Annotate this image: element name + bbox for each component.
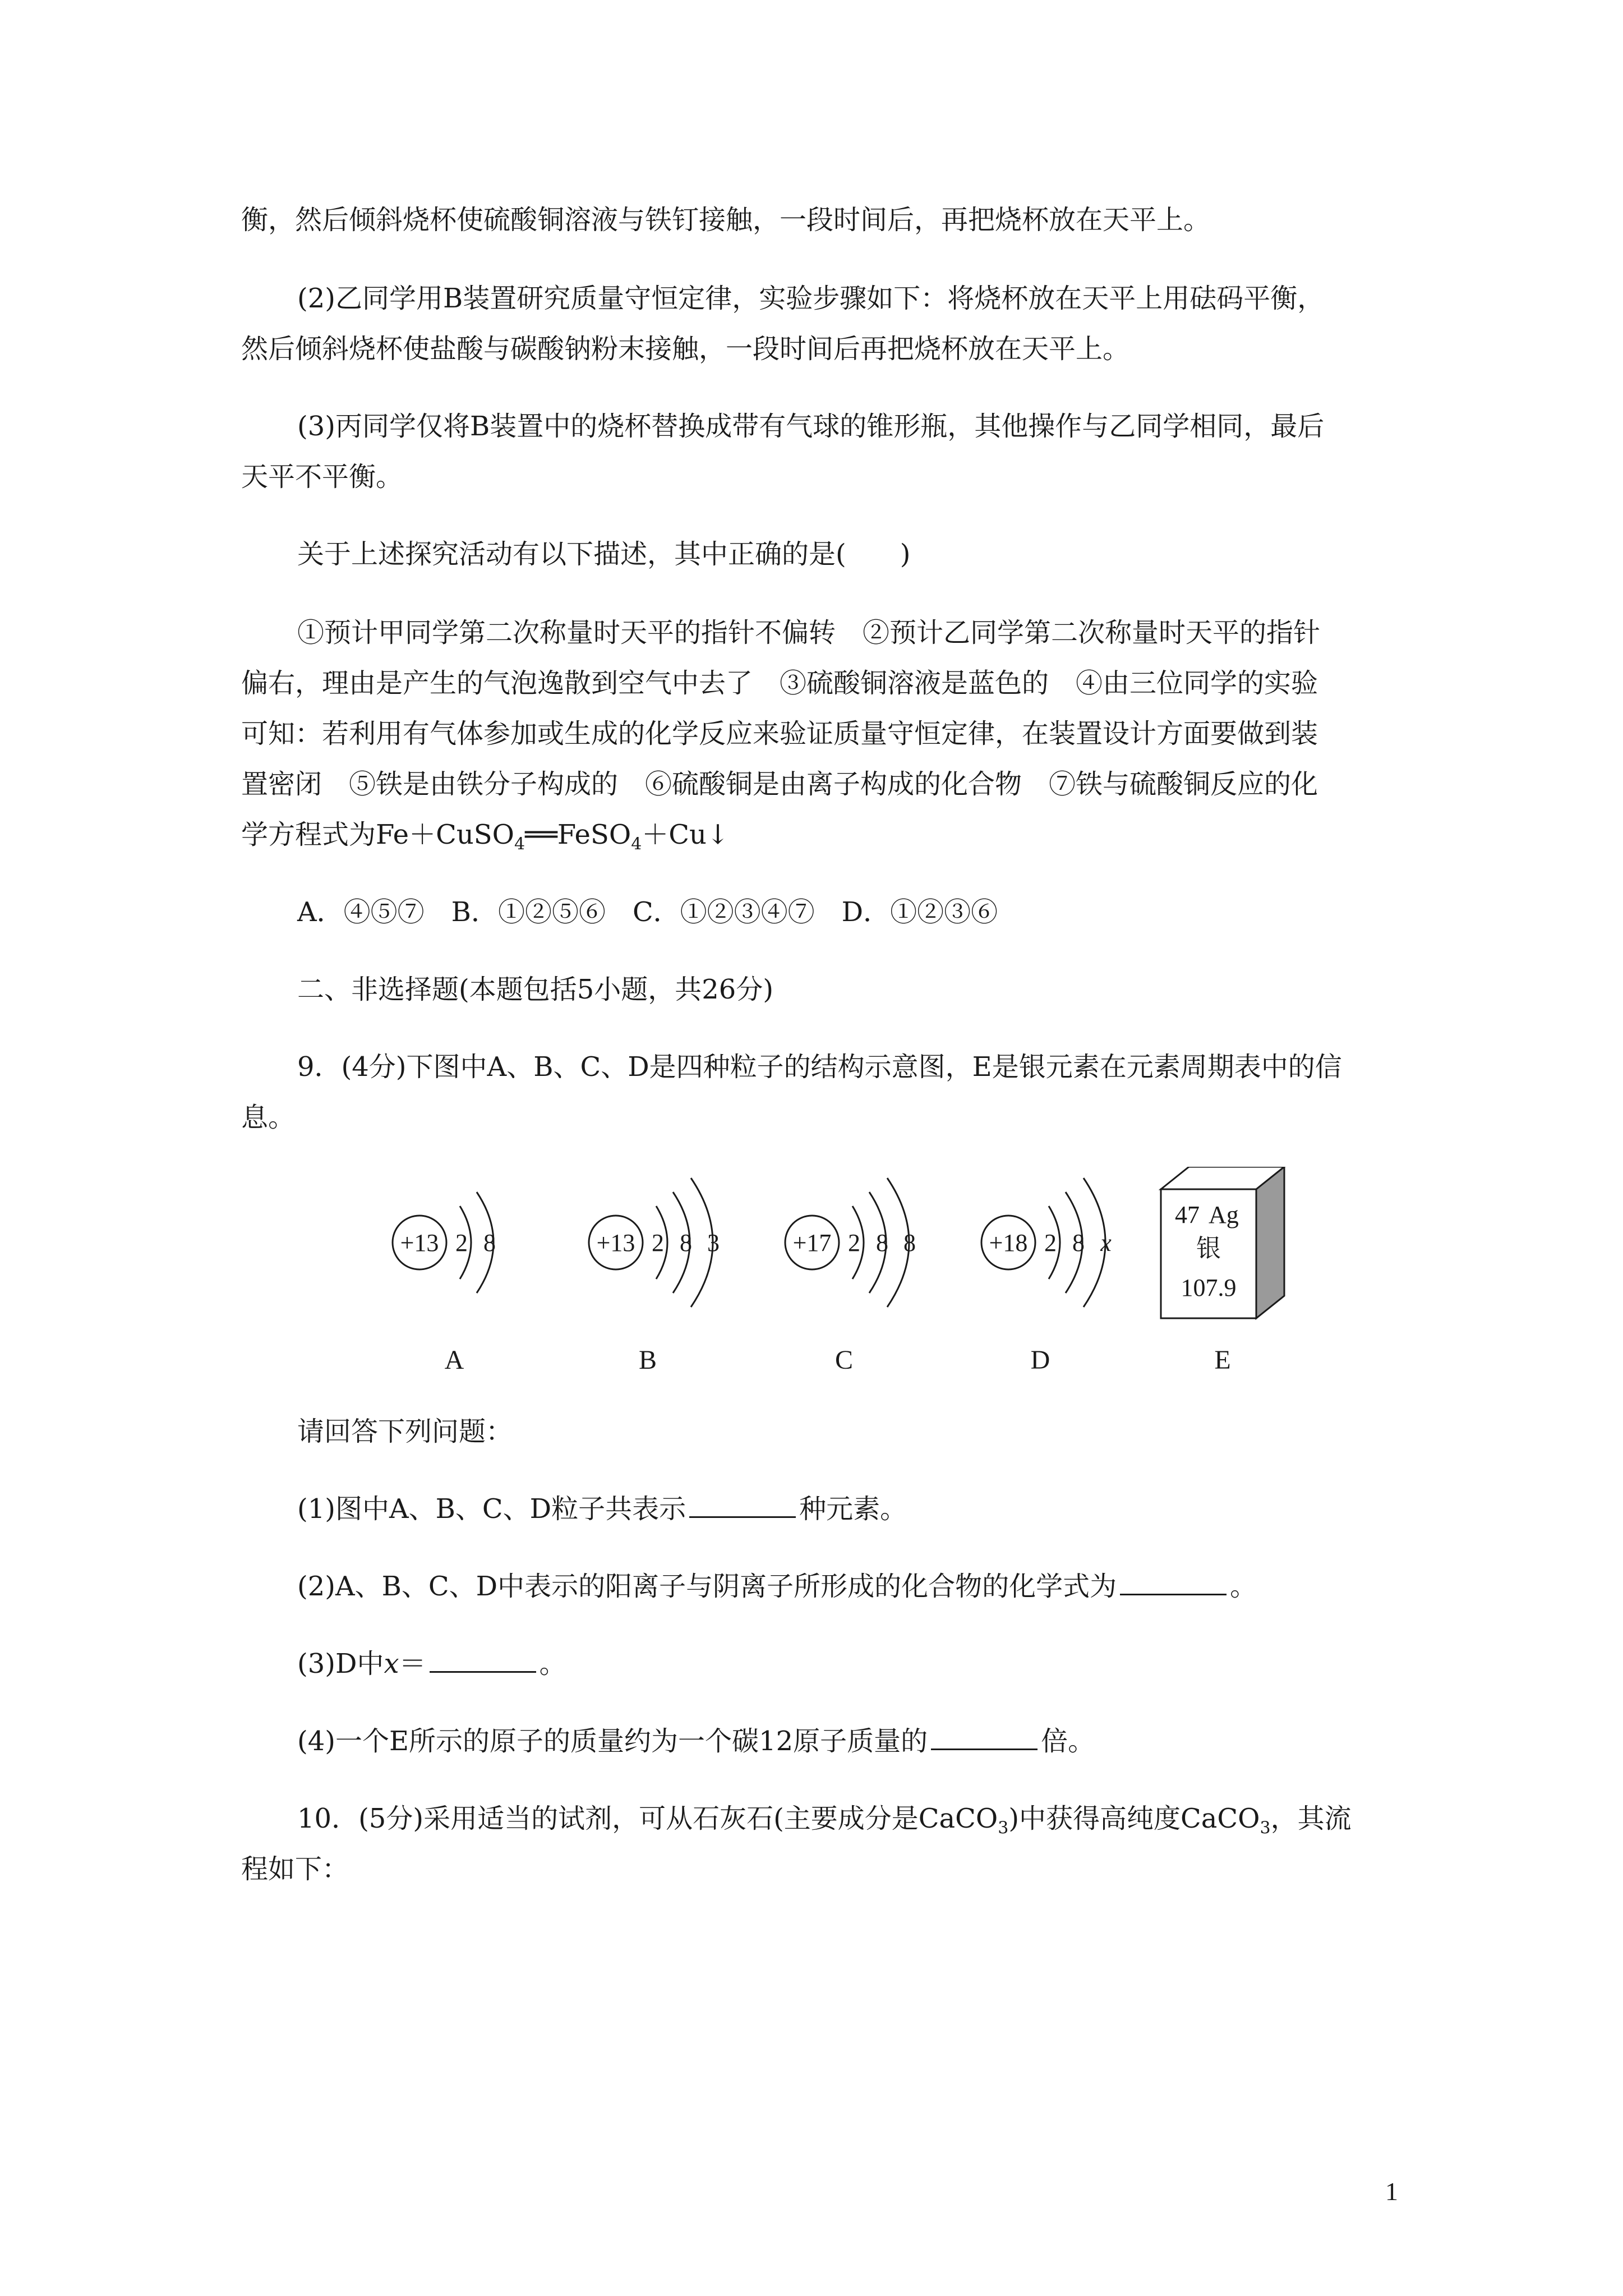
text-line: 程如下：	[241, 1853, 349, 1885]
atom-diagram-d	[981, 1178, 1112, 1375]
text-line: 偏右，理由是产生的气泡逸散到空气中去了 ③硫酸铜溶液是蓝色的 ④由三位同学的实验	[241, 668, 1318, 699]
subscript: 3	[1260, 1818, 1271, 1838]
text-line: (3)丙同学仅将B装置中的烧杯替换成带有气球的锥形瓶，其他操作与乙同学相同，最后	[297, 411, 1325, 442]
shell-electrons: 3	[707, 1229, 720, 1257]
page-number: 1	[1385, 2177, 1398, 2206]
q-text: 。	[539, 1648, 566, 1680]
atom-diagram-b	[589, 1178, 720, 1375]
shell-electrons: 8	[680, 1229, 692, 1257]
question-9: 9．(4分)下图中A、B、C、D是四种粒子的结构示意图，E是银元素在元素周期表中的信	[297, 1051, 1342, 1083]
question-10	[297, 1802, 1352, 1838]
sub-question	[297, 1570, 1257, 1603]
q-text: 种元素。	[799, 1493, 907, 1525]
q-text: (4)一个E所示的原子的质量约为一个碳12原子质量的	[297, 1726, 928, 1757]
shell-electrons: 8	[483, 1229, 496, 1257]
q-text: ，其流	[1270, 1803, 1352, 1834]
atom-diagram-c	[785, 1178, 916, 1375]
diagram-label: D	[1030, 1345, 1050, 1375]
sub-question	[297, 1647, 566, 1681]
q-text: 10．(5分)采用适当的试剂，可从石灰石(主要成分是CaCO	[297, 1803, 998, 1834]
element-name: 银	[1196, 1235, 1221, 1262]
cube-side	[1256, 1167, 1284, 1318]
variable-x: x	[384, 1648, 399, 1680]
nucleus-charge: +13	[400, 1229, 439, 1257]
diagram-label: A	[444, 1345, 464, 1375]
nucleus-charge: +13	[596, 1229, 635, 1257]
nucleus-charge: +18	[989, 1229, 1028, 1257]
shell-electrons: 2	[1044, 1229, 1057, 1257]
text-line: 置密闭 ⑤铁是由铁分子构成的 ⑥硫酸铜是由离子构成的化合物 ⑦铁与硫酸铜反应的化	[241, 769, 1318, 800]
shell-electrons: 2	[652, 1229, 664, 1257]
sub-question	[297, 1724, 1095, 1758]
diagram-label: E	[1214, 1345, 1231, 1375]
q-text: 倍。	[1041, 1726, 1095, 1757]
section-heading: 二、非选择题(本题包括5小题，共26分)	[297, 974, 774, 1005]
shell-electrons: 2	[848, 1229, 860, 1257]
atom-diagram-a	[393, 1192, 496, 1375]
q-text: 。	[1230, 1571, 1257, 1602]
q-text: )中获得高纯度CaCO	[1008, 1803, 1260, 1834]
text-line: 请回答下列问题：	[297, 1416, 513, 1447]
answer-blank[interactable]	[689, 1494, 796, 1518]
text-line: 然后倾斜烧杯使盐酸与碳酸钠粉末接触，一段时间后再把烧杯放在天平上。	[241, 333, 1130, 365]
atom-structure-figure	[370, 1167, 1324, 1386]
subscript: 4	[631, 834, 642, 854]
q-text: (2)A、B、C、D中表示的阳离子与阴离子所形成的化合物的化学式为	[297, 1571, 1117, 1602]
equation-line	[241, 818, 729, 852]
shell-electrons: x	[1100, 1229, 1112, 1257]
nucleus-charge: +17	[792, 1229, 832, 1257]
element-symbol: Ag	[1209, 1201, 1239, 1228]
text-line: 息。	[241, 1102, 296, 1133]
q-text: ＝	[399, 1648, 426, 1680]
subscript: 4	[514, 834, 525, 854]
text-line: 可知：若利用有气体参加或生成的化学反应来验证质量守恒定律，在装置设计方面要做到装	[241, 718, 1318, 749]
answer-blank[interactable]	[1120, 1571, 1227, 1595]
text-line: ①预计甲同学第二次称量时天平的指针不偏转 ②预计乙同学第二次称量时天平的指针	[297, 617, 1321, 648]
answer-blank[interactable]	[430, 1649, 536, 1673]
eq-part: 学方程式为Fe＋CuSO	[241, 819, 514, 850]
diagram-label: B	[638, 1345, 657, 1375]
q-text: (3)D中	[297, 1648, 384, 1680]
atomic-number: 47	[1175, 1201, 1200, 1228]
shell-electrons: 8	[903, 1229, 916, 1257]
diagram-label: C	[834, 1345, 854, 1375]
answer-blank[interactable]	[931, 1726, 1038, 1750]
q-text: (1)图中A、B、C、D粒子共表示	[297, 1493, 686, 1525]
eq-part: ══FeSO	[525, 819, 631, 850]
shell-electrons: 2	[455, 1229, 468, 1257]
atomic-mass: 107.9	[1181, 1274, 1237, 1301]
sub-question	[297, 1492, 907, 1526]
question-stem: 关于上述探究活动有以下描述，其中正确的是( )	[297, 539, 911, 570]
answer-options: A．④⑤⑦ B．①②⑤⑥ C．①②③④⑦ D．①②③⑥	[297, 896, 998, 928]
text-line: 天平不平衡。	[241, 461, 403, 493]
shell-electrons: 8	[876, 1229, 888, 1257]
text-line: (2)乙同学用B装置研究质量守恒定律，实验步骤如下：将烧杯放在天平上用砝码平衡，	[297, 283, 1325, 314]
text-line: 衡，然后倾斜烧杯使硫酸铜溶液与铁钉接触，一段时间后，再把烧杯放在天平上。	[241, 204, 1211, 236]
shell-electrons: 8	[1072, 1229, 1085, 1257]
subscript: 3	[998, 1818, 1009, 1838]
eq-part: ＋Cu↓	[642, 819, 730, 850]
periodic-table-cell-e	[1161, 1167, 1284, 1375]
